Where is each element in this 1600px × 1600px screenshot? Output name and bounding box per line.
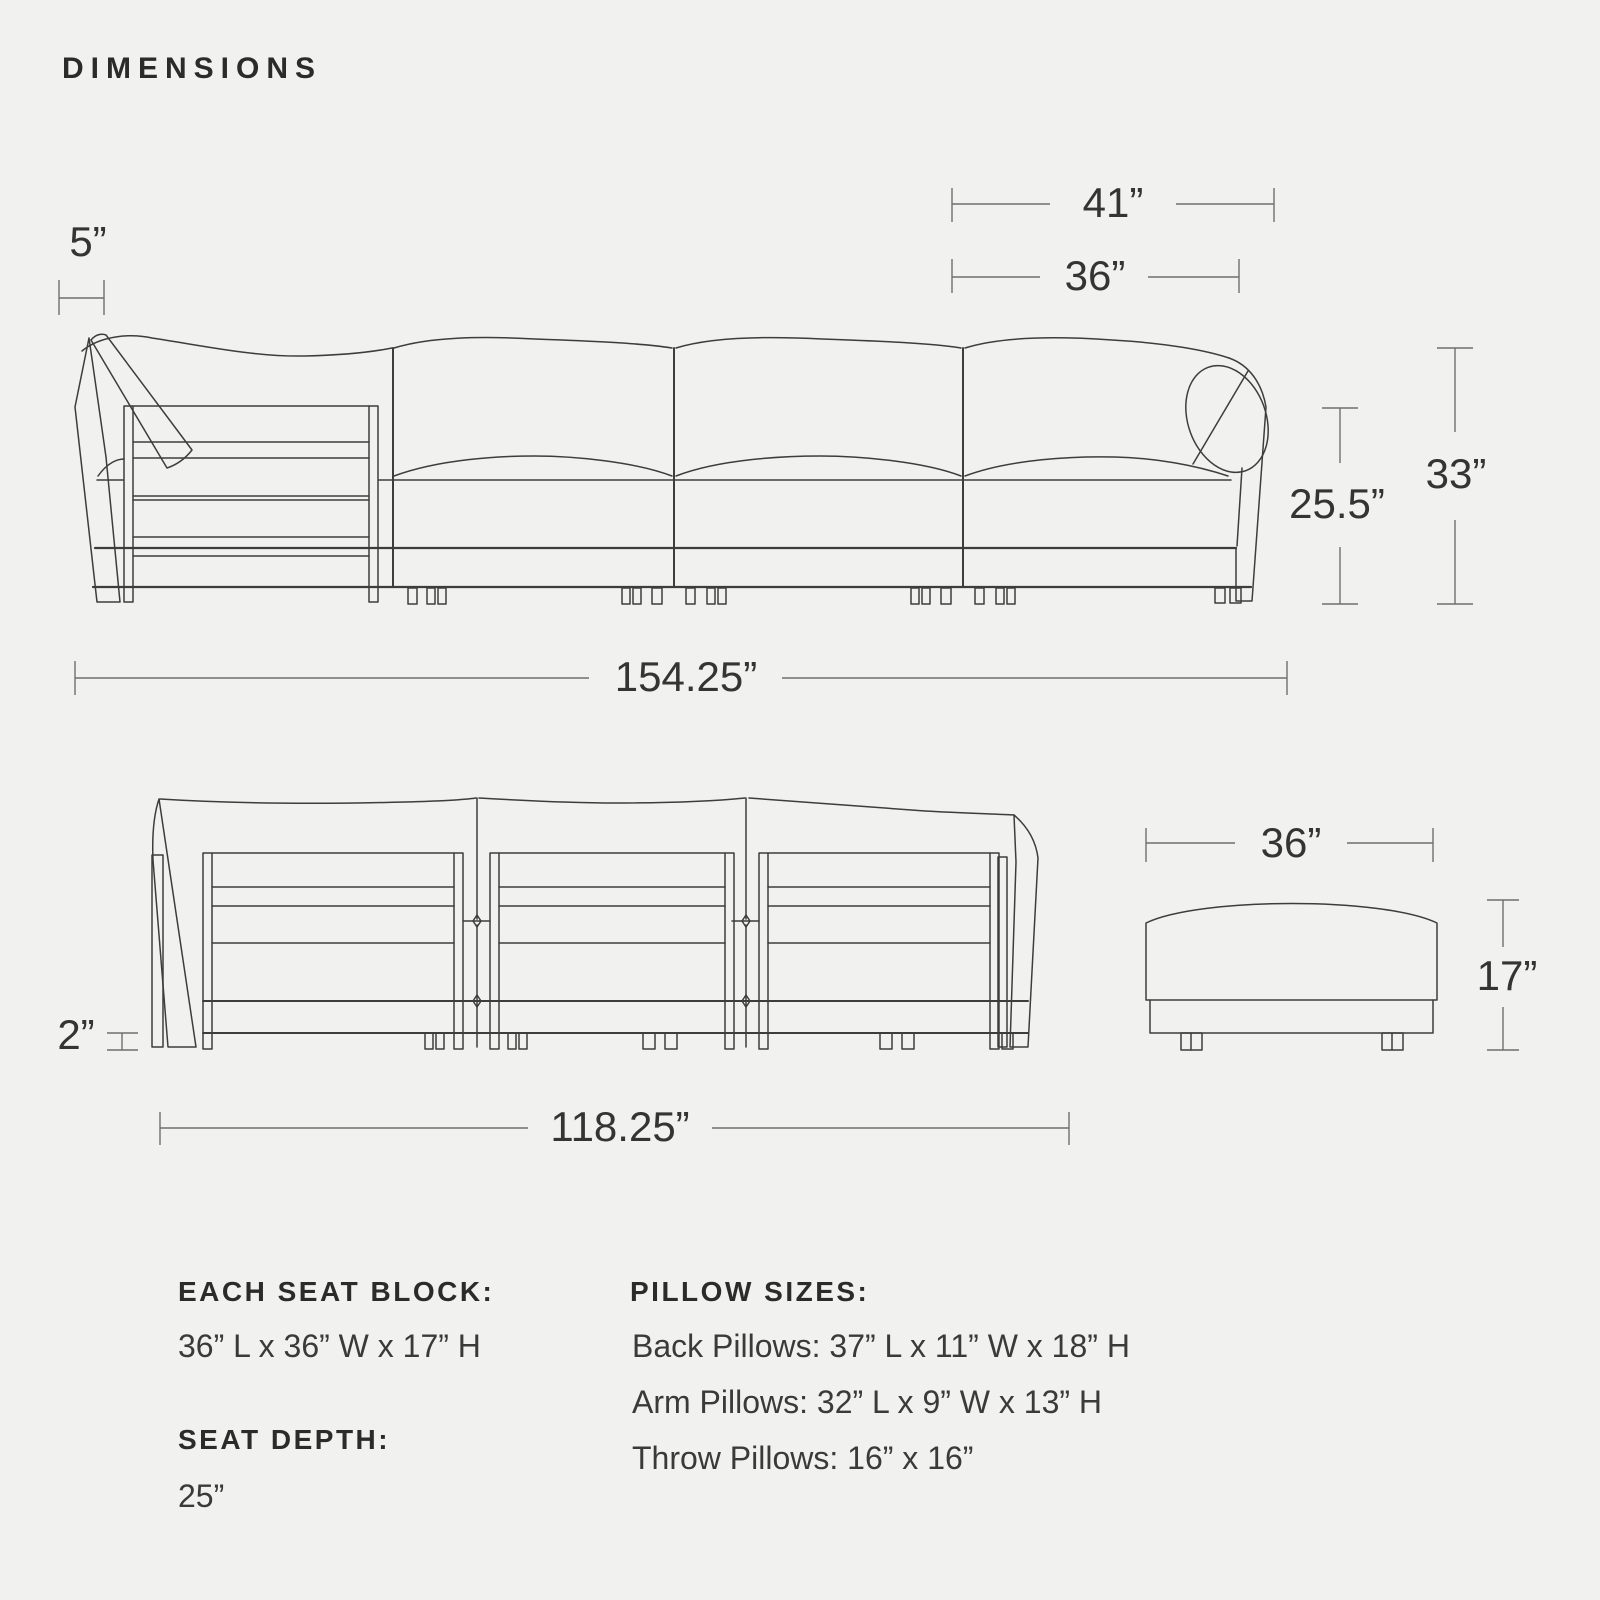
- dim-back-length-label: 118.25”: [544, 1106, 695, 1148]
- dim-line-leg-height: [107, 1033, 138, 1050]
- pillow-size-throw: Throw Pillows: 16” x 16”: [632, 1440, 974, 1476]
- arm-bolster-seam: [1193, 371, 1248, 464]
- seat-depth-value: 25”: [178, 1478, 225, 1514]
- seat-cushion-arc: [98, 459, 124, 476]
- module-division-line: [393, 348, 963, 587]
- dim-overall-length-label: 154.25”: [609, 656, 763, 698]
- pillow-size-back: Back Pillows: 37” L x 11” W x 18” H: [632, 1328, 1130, 1364]
- ottoman-legs: [1181, 1033, 1403, 1050]
- dim-overall-height-label: 33”: [1420, 453, 1493, 495]
- ottoman-base: [1150, 1000, 1433, 1033]
- dim-leg-height-label: 2”: [51, 1014, 100, 1056]
- dim-ottoman-width-label: 36”: [1255, 822, 1328, 864]
- seat-cushion-arc: [965, 457, 1228, 476]
- dim-seat-width-label: 36”: [1059, 255, 1132, 297]
- seat-block-value: 36” L x 36” W x 17” H: [178, 1328, 481, 1364]
- back-right-arm-blade: [1010, 815, 1038, 1047]
- back-left-arm-blade: [153, 799, 196, 1047]
- back-base-rails: [203, 1001, 1028, 1033]
- seat-cushion-arc: [676, 456, 961, 476]
- frame-post: [369, 406, 378, 602]
- right-arm: [1172, 354, 1283, 601]
- side-back-top-outline: [394, 338, 672, 348]
- side-back-top-outline: [82, 336, 392, 356]
- dim-ottoman-height-label: 17”: [1471, 955, 1544, 997]
- back-top-outline: [749, 798, 1014, 815]
- side-back-top-outline: [676, 338, 961, 348]
- corner-frame: [124, 406, 378, 602]
- ottoman-cushion: [1146, 904, 1437, 1001]
- dim-line-arm-width: [59, 280, 104, 315]
- seat-depth-heading: SEAT DEPTH:: [178, 1424, 391, 1455]
- back-view-legs: [425, 1033, 1013, 1049]
- frame-post: [124, 406, 133, 602]
- back-division-lines: [463, 798, 759, 1047]
- ottoman-drawing: [1146, 904, 1437, 1051]
- side-view-legs: [408, 588, 1241, 604]
- side-back-top-outline: [965, 338, 1229, 358]
- pillow-sizes-heading: PILLOW SIZES:: [630, 1276, 870, 1307]
- seat-block-heading: EACH SEAT BLOCK:: [178, 1276, 495, 1307]
- back-top-outline: [479, 798, 745, 803]
- sofa-back-view-drawing: [152, 798, 1038, 1049]
- pillow-size-arm: Arm Pillows: 32” L x 9” W x 13” H: [632, 1384, 1103, 1420]
- sofa-side-view-drawing: [75, 334, 1282, 604]
- right-arm-inner-line: [1237, 468, 1242, 546]
- dim-arm-width-label: 5”: [63, 221, 112, 263]
- back-frame-slats: [212, 853, 990, 943]
- page-title: DIMENSIONS: [62, 52, 323, 85]
- left-arm-pillow: [91, 334, 192, 468]
- back-left-arm-panel: [152, 855, 163, 1047]
- back-top-outline: [160, 798, 476, 803]
- seat-cushion-arc: [394, 456, 672, 476]
- dim-seat-height-label: 25.5”: [1283, 483, 1391, 525]
- frame-slats: [133, 406, 369, 556]
- back-frame-posts: [203, 853, 999, 1049]
- dim-seat-with-arm-label: 41”: [1077, 182, 1150, 224]
